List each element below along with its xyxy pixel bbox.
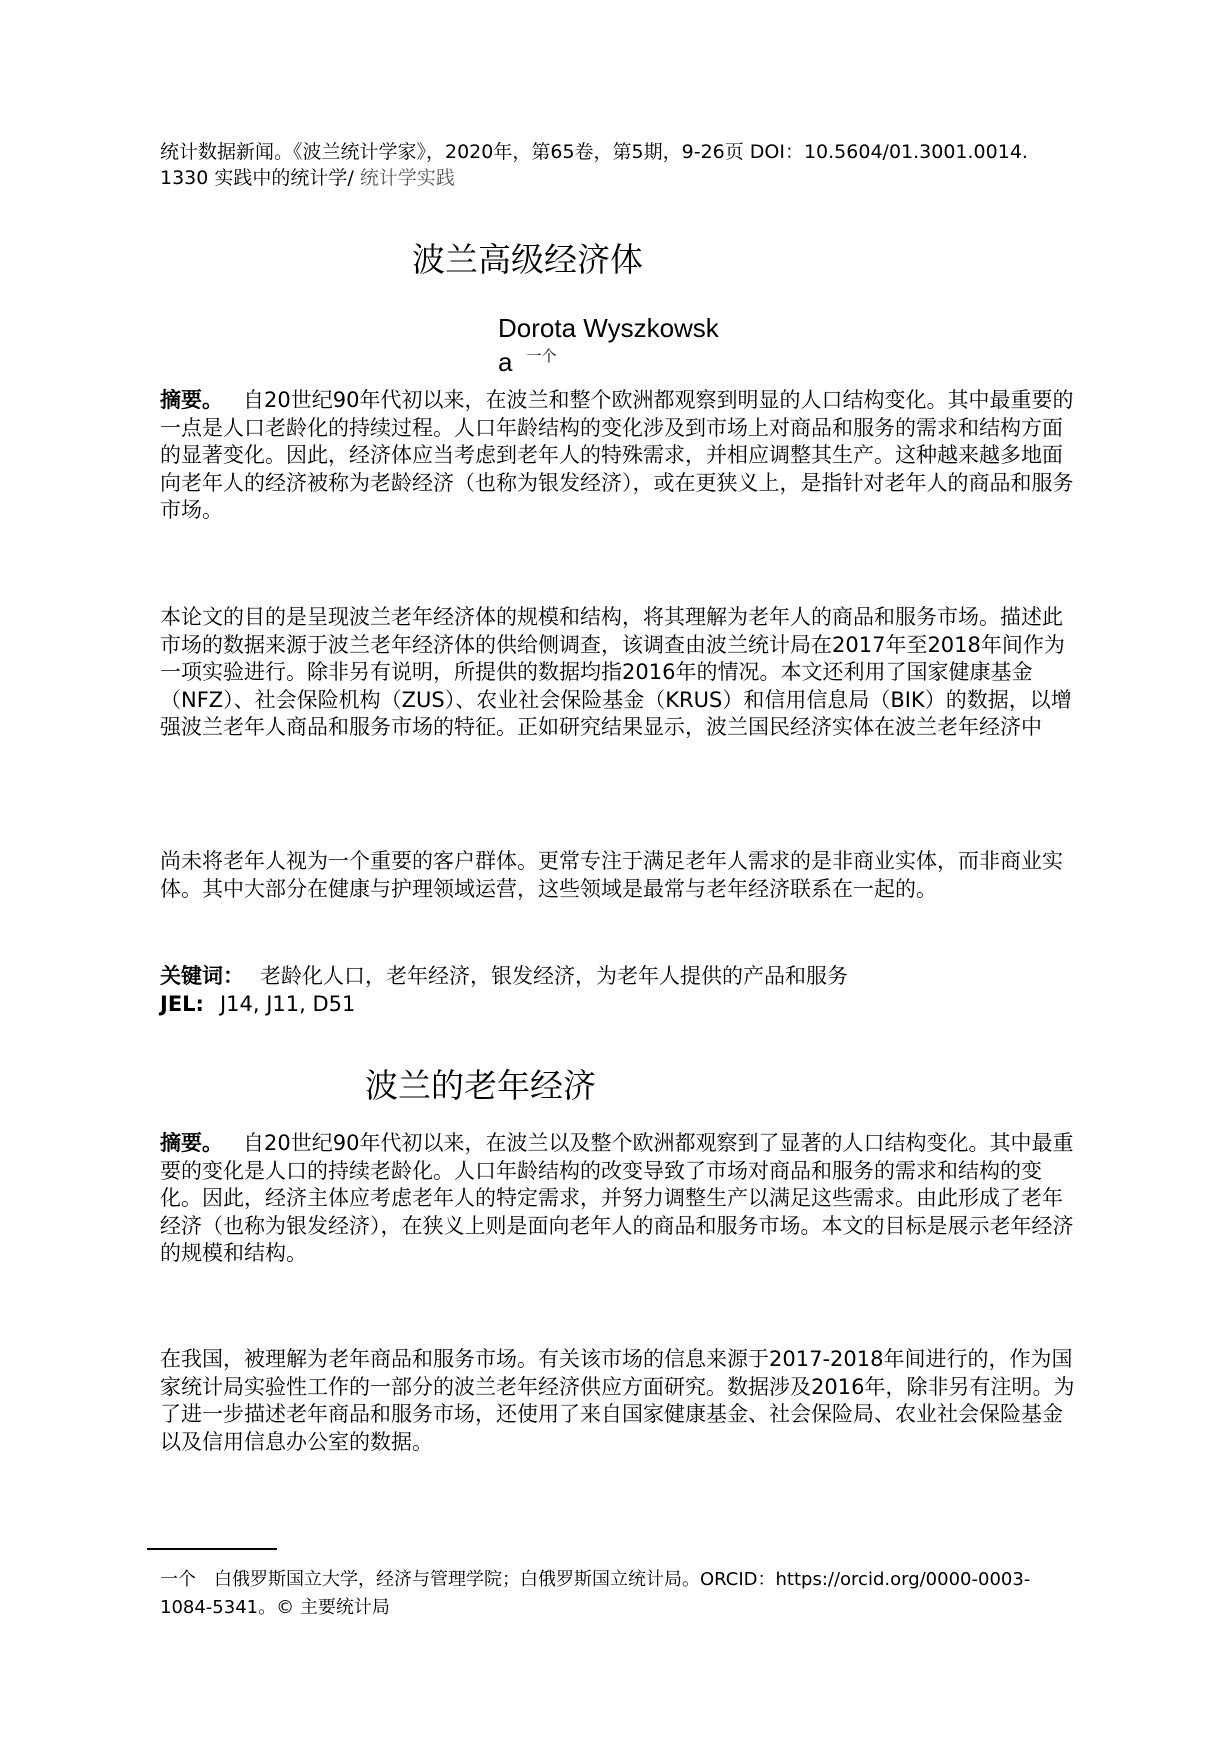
article-title: 波兰高级经济体 [412,240,643,279]
abstract-paragraph-1 [160,387,1075,525]
abstract-block-3 [160,848,1075,903]
abstract-block-2 [160,604,1075,742]
jel-line [160,991,355,1018]
footnote-divider [147,1548,277,1550]
abstract-text-pl-1: 自20世纪90年代初以来，在波兰以及整个欧洲都观察到了显著的人口结构变化。其中最重要的变化是人口的持续老龄化。人口年龄结构的改变导致了市场对商品和服务的需求和结构的变化。因此，经济主体应考虑老年人的特定需求，并努力调整生产以满足这些需求。由此形成了老年经济（也称为银发经济），在狭义上则是面向老年人的商品和服务市场。本文的目标是展示老年经济的规模和结构。 [160,1131,1074,1265]
citation-line-2 [160,164,455,192]
author-footnote-mark[interactable]: 一个 [526,347,557,365]
abstract-paragraph-pl-2: 在我国，被理解为老年商品和服务市场。有关该市场的信息来源于2017-2018年间进行的，作为国家统计局实验性工作的一部分的波兰老年经济供应方面研究。数据涉及2016年，除非另有注明。为了进一步描述老年商品和服务市场，还使用了来自国家健康基金、社会保险局、农业社会保险基金以及信用信息办公室的数据。 [160,1347,1075,1454]
author-name: Dorota Wyszkowsk [498,313,719,343]
abstract-text-1: 自20世纪90年代初以来，在波兰和整个欧洲都观察到明显的人口结构变化。其中最重要的一点是人口老龄化的持续过程。人口年龄结构的变化涉及到市场上对商品和服务的需求和结构方面的显著变化。因此，经济体应当考虑到老年人的特殊需求，并相应调整其生产。这种越来越多地面向老年人的经济被称为老龄经济（也称为银发经济），或在更狭义上，是指针对老年人的商品和服务市场。 [160,388,1074,522]
footnote [160,1566,1080,1622]
journal-section-link[interactable]: 统计学实践 [359,167,455,189]
keywords-text: 老龄化人口，老年经济，银发经济，为老年人提供的产品和服务 [260,964,848,988]
abstract-label: 摘要。 [160,388,223,412]
author-name-tail: a [498,347,513,377]
abstract-paragraph-2: 本论文的目的是呈现波兰老年经济体的规模和结构，将其理解为老年人的商品和服务市场。描述此市场的数据来源于波兰老年经济体的供给侧调查，该调查由波兰统计局在2017年至2018年间作为一项实验进行。除非另有说明，所提供的数据均指2016年的情况。本文还利用了国家健康基金（NFZ）、社会保险机构（ZUS）、农业社会保险基金（KRUS）和信用信息局（BIK）的数据，以增强波兰老年人商品和服务市场的特征。正如研究结果显示，波兰国民经济实体在波兰老年经济中 [160,605,1072,739]
abstract-paragraph-pl-1 [160,1130,1075,1268]
footnote-mark: 一个 [160,1569,196,1590]
abstract-block-pl-2 [160,1346,1075,1456]
abstract-block [160,387,1075,525]
jel-label: JEL: [160,992,204,1016]
jel-codes: J14, J11, D51 [219,992,356,1016]
keywords-label: 关键词： [160,964,244,988]
abstract-block-pl [160,1130,1075,1268]
citation-prefix: 1330 实践中的统计学/ [160,167,360,189]
abstract-paragraph-3: 尚未将老年人视为一个重要的客户群体。更常专注于满足老年人需求的是非商业实体，而非商业实体。其中大部分在健康与护理领域运营，这些领域是最常与老年经济联系在一起的。 [160,849,1063,901]
footnote-text: 白俄罗斯国立大学，经济与管理学院；白俄罗斯国立统计局。ORCID：https://orcid.org/0000-0003-1084-5341。© 主要统计局 [160,1569,1031,1618]
article-title-2: 波兰的老年经济 [365,1066,596,1105]
author-name-continued [498,345,556,378]
citation-line: 统计数据新闻。《波兰统计学家》，2020年，第65卷，第5期，9-26页 DOI：10.5604/01.3001.0014. [160,141,1028,163]
abstract-label-pl: 摘要。 [160,1131,223,1155]
keywords-line [160,963,848,990]
